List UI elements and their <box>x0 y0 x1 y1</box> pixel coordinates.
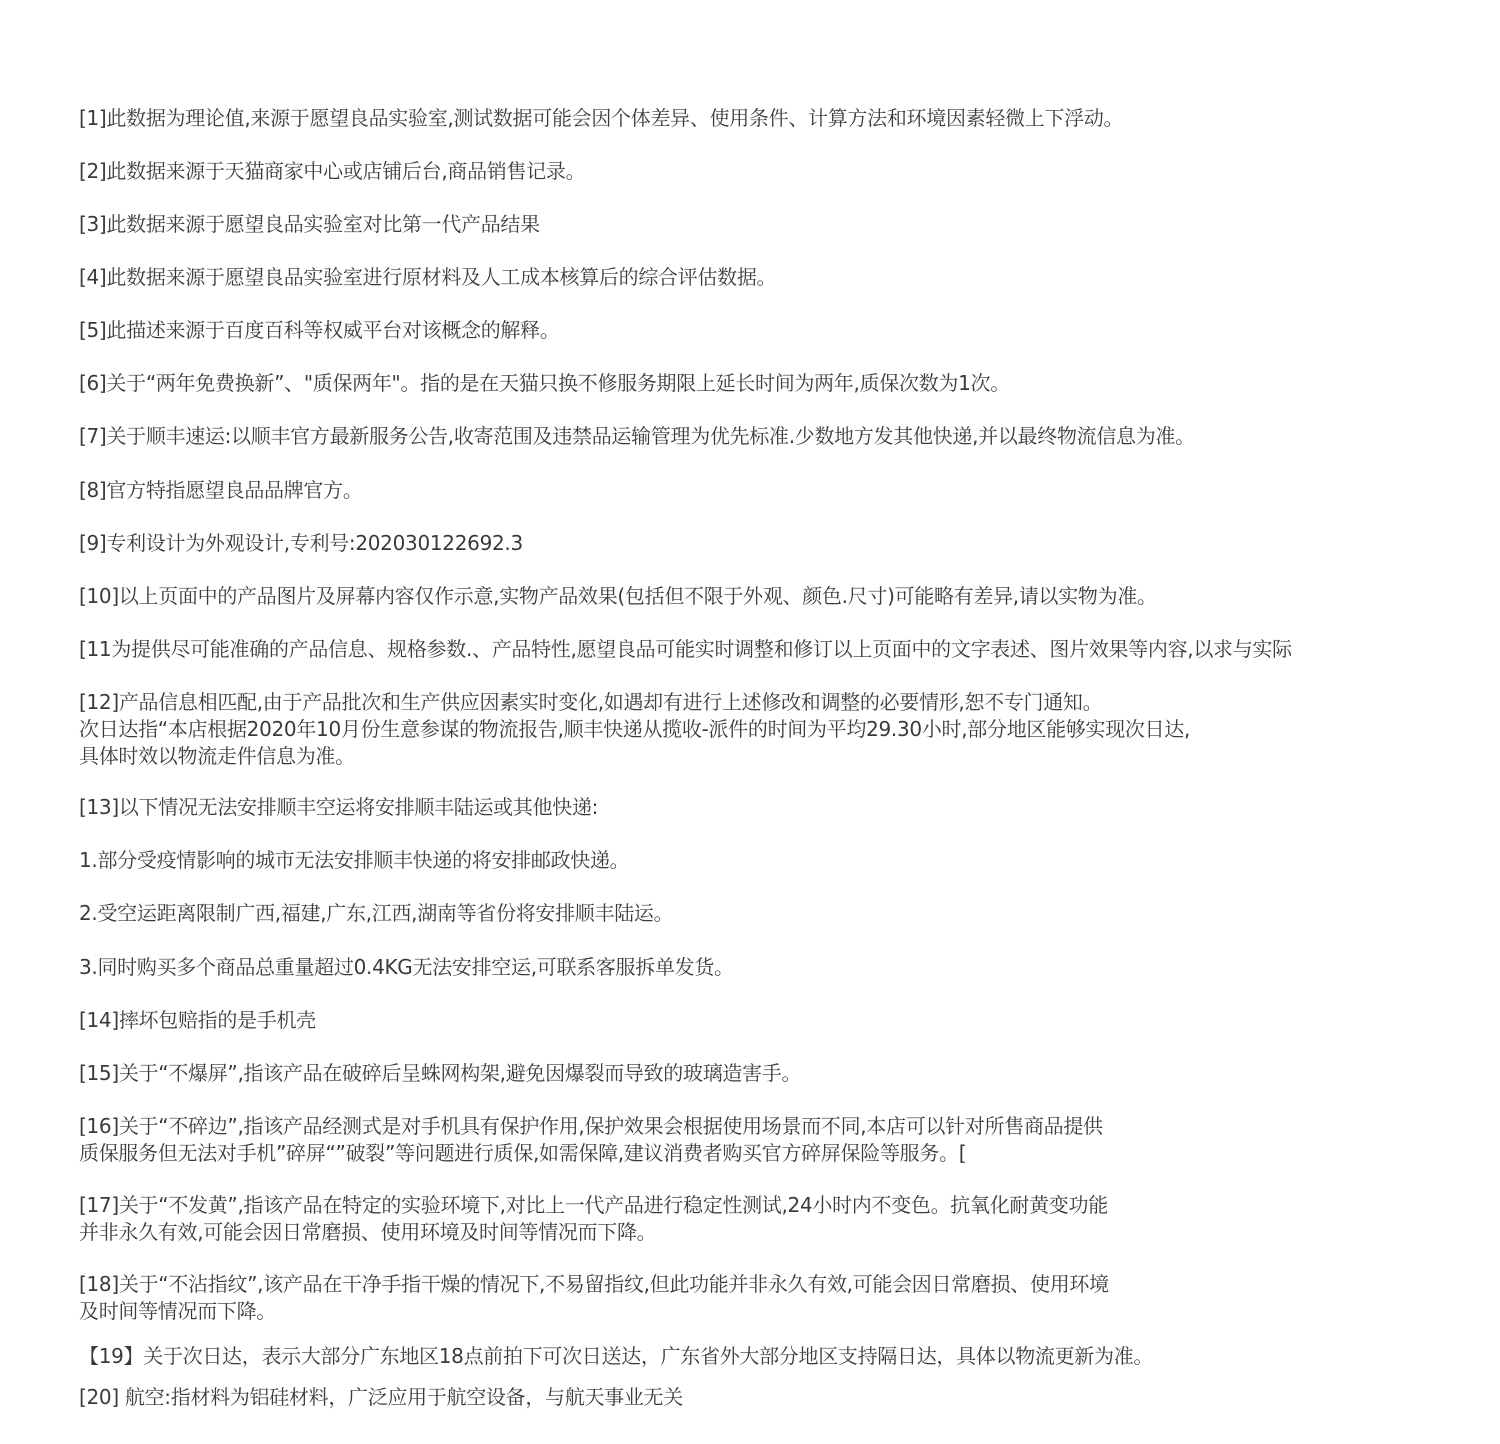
note-line: 【19】关于次日达，表示大部分广东地区18点前拍下可次日送达，广东省外大部分地区支持隔日达，具体以物流更新为准。 <box>79 1344 1154 1368</box>
note-13-item-3 <box>79 954 734 981</box>
note-13 <box>79 794 598 821</box>
note-line: 并非永久有效,可能会因日常磨损、使用环境及时间等情况而下降。 <box>79 1220 657 1244</box>
note-2 <box>79 158 585 185</box>
note-14 <box>79 1007 316 1034</box>
note-line: [4]此数据来源于愿望良品实验室进行原材料及人工成本核算后的综合评估数据。 <box>79 265 777 289</box>
note-line: [1]此数据为理论值,来源于愿望良品实验室,测试数据可能会因个体差异、使用条件、计算方法和环境因素轻微上下浮动。 <box>79 106 1124 130</box>
note-13-item-1 <box>79 847 629 874</box>
note-7 <box>79 423 1195 450</box>
note-line: 及时间等情况而下降。 <box>79 1299 276 1323</box>
note-13-item-2 <box>79 900 673 927</box>
note-line: [14]摔坏包赔指的是手机壳 <box>79 1008 316 1032</box>
note-9 <box>79 530 523 557</box>
note-line: [10]以上页面中的产品图片及屏幕内容仅作示意,实物产品效果(包括但不限于外观、颜色.尺寸)可能略有差异,请以实物为准。 <box>79 584 1157 608</box>
note-3 <box>79 211 540 238</box>
note-line: 2.受空运距离限制广西,福建,广东,江西,湖南等省份将安排顺丰陆运。 <box>79 901 674 925</box>
note-line: [16]关于“不碎边”,指该产品经测式是对手机具有保护作用,保护效果会根据使用场景而不同,本店可以针对所售商品提供 <box>79 1114 1103 1138</box>
note-line: [18]关于“不沾指纹”,该产品在干净手指干燥的情况下,不易留指纹,但此功能并非永久有效,可能会因日常磨损、使用环境 <box>79 1272 1109 1296</box>
note-line: [3]此数据来源于愿望良品实验室对比第一代产品结果 <box>79 212 540 236</box>
note-19 <box>79 1343 1153 1370</box>
note-17 <box>79 1192 1108 1246</box>
note-6 <box>79 370 1010 397</box>
note-line: [6]关于“两年免费换新”、"质保两年"。指的是在天猫只换不修服务期限上延长时间为两年,质保次数为1次。 <box>79 371 1010 395</box>
note-10 <box>79 583 1157 610</box>
note-line: [9]专利设计为外观设计,专利号:202030122692.3 <box>79 531 523 555</box>
note-5 <box>79 317 560 344</box>
note-line: 具体时效以物流走件信息为准。 <box>79 744 355 768</box>
note-line: [5]此描述来源于百度百科等权威平台对该概念的解释。 <box>79 318 560 342</box>
note-line: [20] 航空:指材料为铝硅材料，广泛应用于航空设备，与航天事业无关 <box>79 1385 683 1409</box>
note-line: [13]以下情况无法安排顺丰空运将安排顺丰陆运或其他快递: <box>79 795 599 819</box>
note-20 <box>79 1384 683 1411</box>
note-line: [17]关于“不发黄”,指该产品在特定的实验环境下,对比上一代产品进行稳定性测试,24小时内不变色。抗氧化耐黄变功能 <box>79 1193 1108 1217</box>
note-16 <box>79 1113 1103 1167</box>
note-line: 次日达指“本店根据2020年10月份生意参谋的物流报告,顺丰快递从揽收-派件的时间为平均29.30小时,部分地区能够实现次日达, <box>79 717 1191 741</box>
note-15 <box>79 1060 801 1087</box>
note-18 <box>79 1271 1109 1325</box>
note-1 <box>79 105 1123 132</box>
note-4 <box>79 264 776 291</box>
note-12 <box>79 689 1190 770</box>
note-11 <box>79 636 1292 663</box>
note-line: [2]此数据来源于天猫商家中心或店铺后台,商品销售记录。 <box>79 159 586 183</box>
note-line: 1.部分受疫情影响的城市无法安排顺丰快递的将安排邮政快递。 <box>79 848 630 872</box>
note-line: [7]关于顺丰速运:以顺丰官方最新服务公告,收寄范围及违禁品运输管理为优先标准.少数地方发其他快递,并以最终物流信息为准。 <box>79 424 1195 448</box>
note-line: [11为提供尽可能准确的产品信息、规格参数.、产品特性,愿望良品可能实时调整和修订以上页面中的文字表述、图片效果等内容,以求与实际 <box>79 637 1292 661</box>
note-line: 质保服务但无法对手机”碎屏“”破裂”等问题进行质保,如需保障,建议消费者购买官方碎屏保险等服务。[ <box>79 1141 967 1165</box>
note-line: [8]官方特指愿望良品品牌官方。 <box>79 478 363 502</box>
note-8 <box>79 477 363 504</box>
note-line: [15]关于“不爆屏”,指该产品在破碎后呈蛛网构架,避免因爆裂而导致的玻璃造害手。 <box>79 1061 802 1085</box>
note-line: 3.同时购买多个商品总重量超过0.4KG无法安排空运,可联系客服拆单发货。 <box>79 955 734 979</box>
note-line: [12]产品信息相匹配,由于产品批次和生产供应因素实时变化,如遇却有进行上述修改和调整的必要情形,恕不专门通知。 <box>79 690 1103 714</box>
